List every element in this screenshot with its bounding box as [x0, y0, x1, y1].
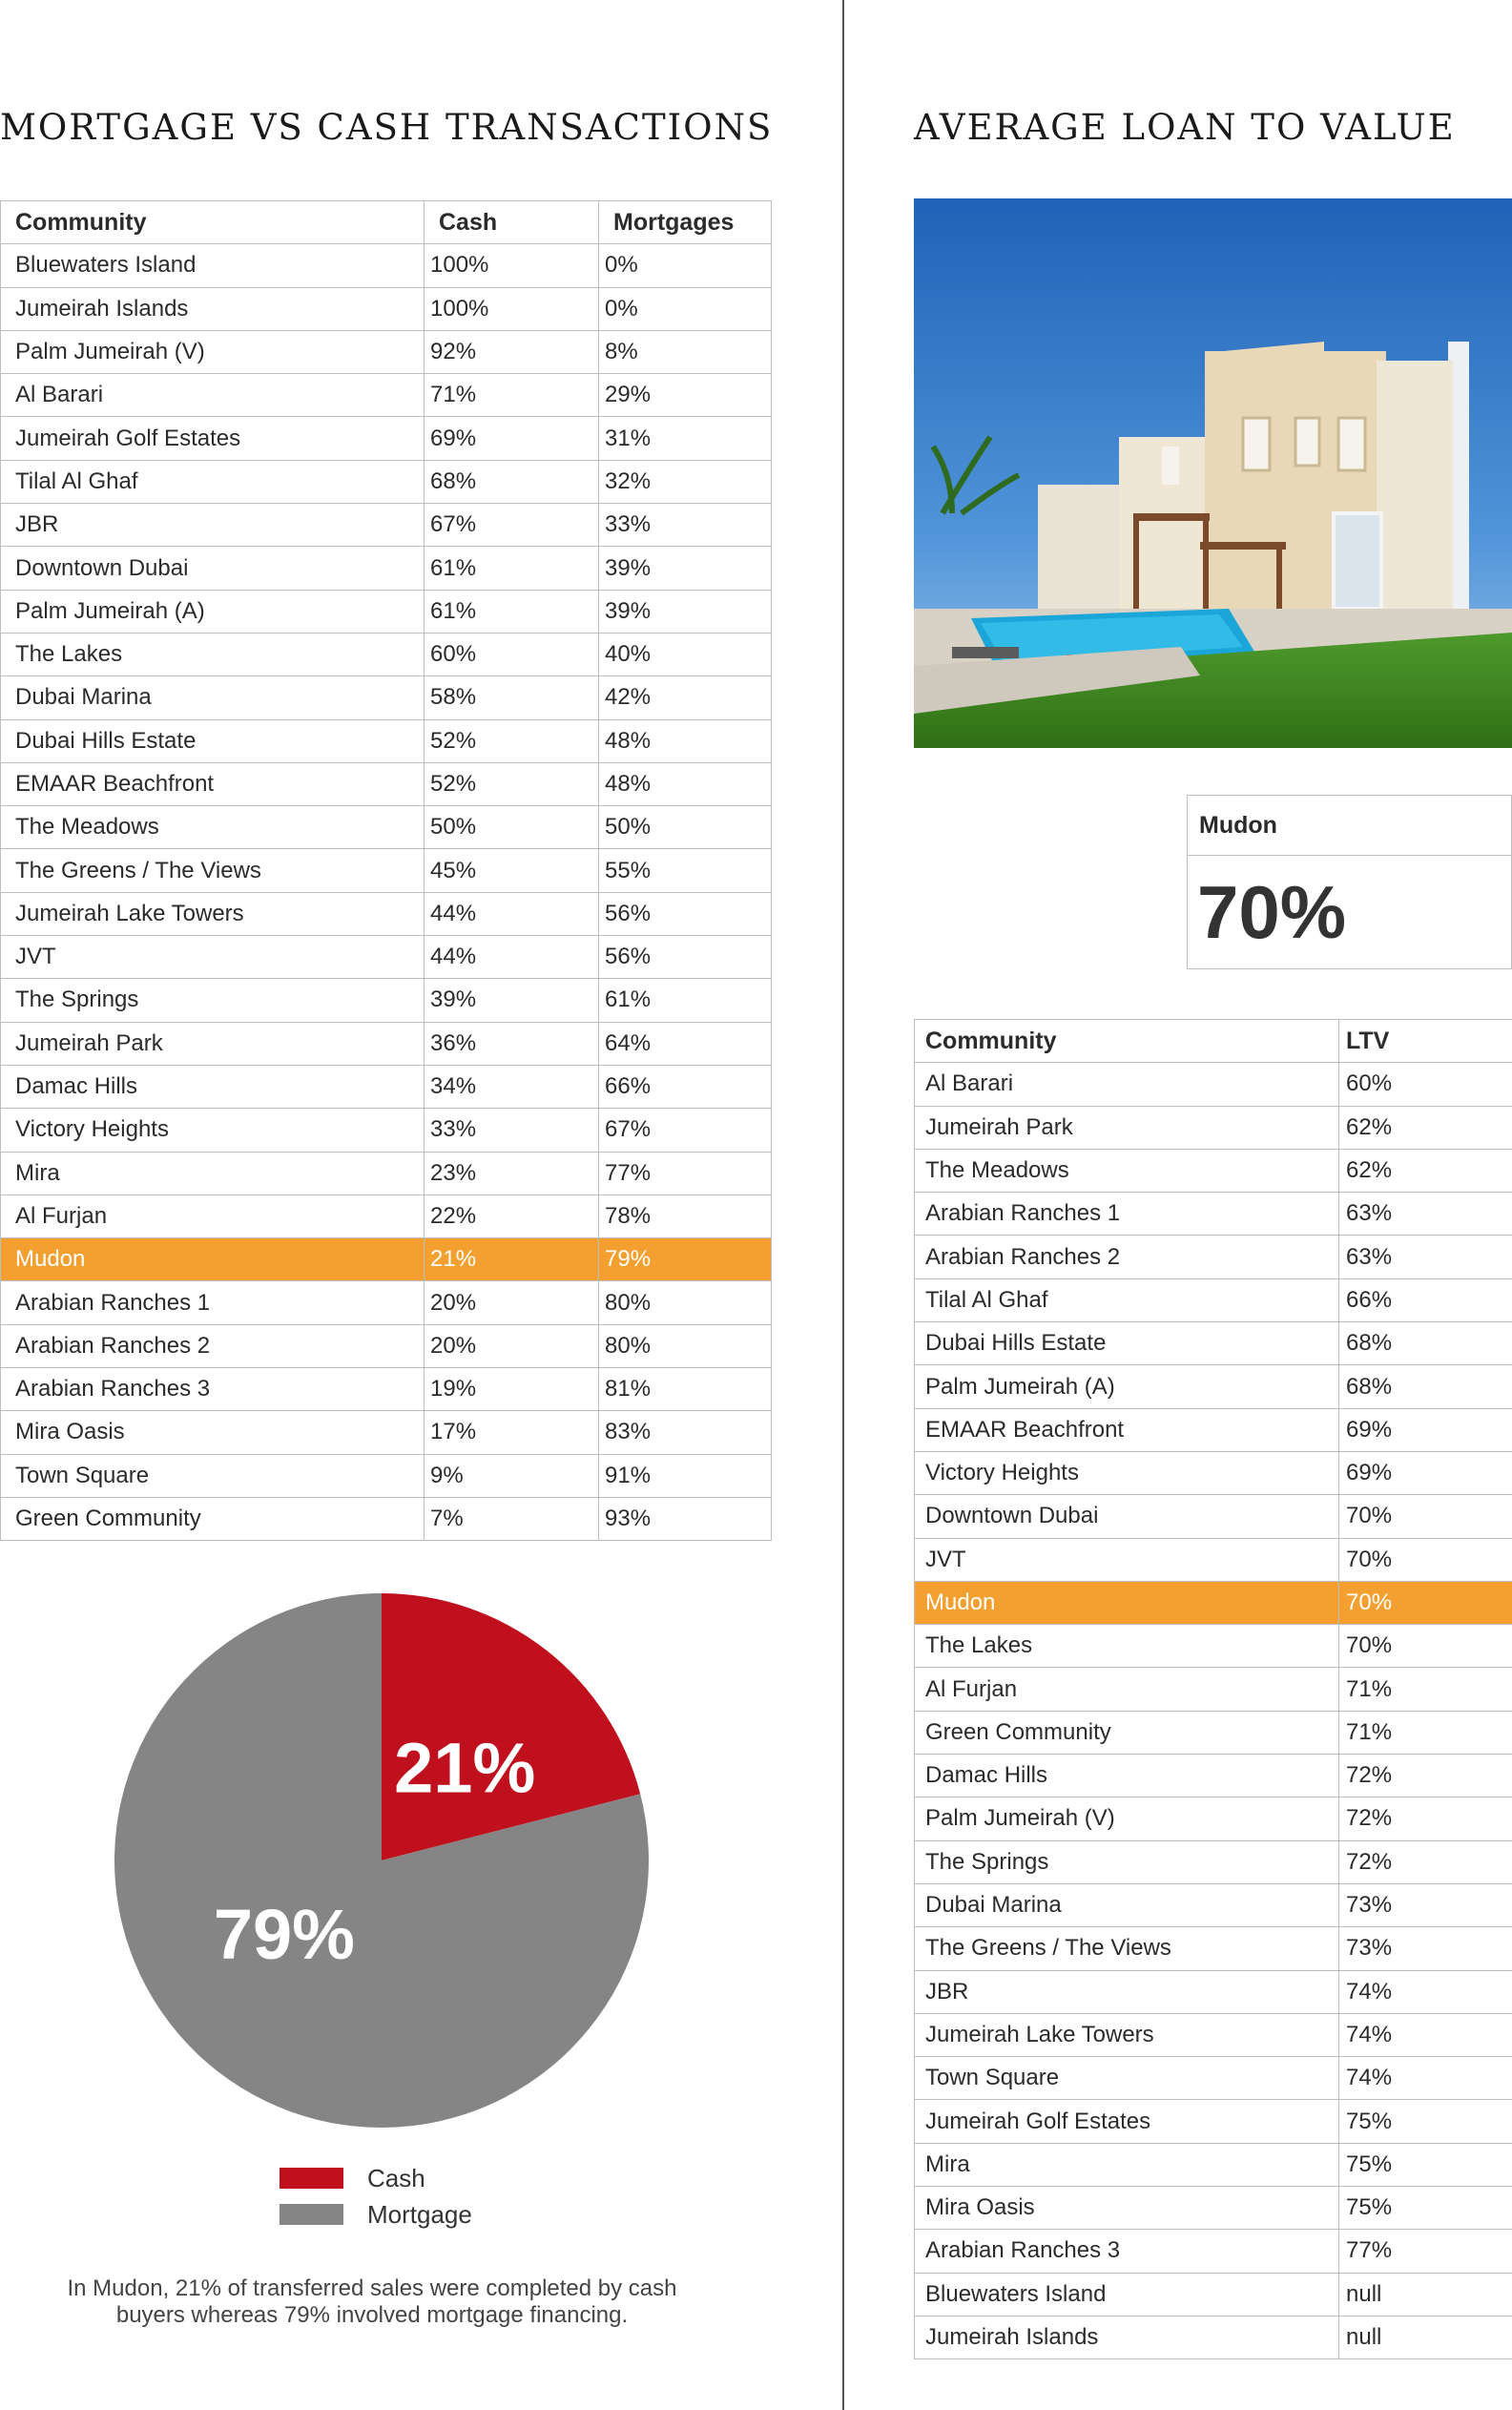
table-row	[915, 1322, 1512, 1365]
column-header-community: Community	[1, 201, 425, 244]
value-cell: 67%	[425, 504, 599, 547]
value-cell: 33%	[425, 1109, 599, 1152]
value-cell: 79%	[599, 1238, 772, 1281]
table-row	[1, 1152, 772, 1195]
community-cell: Dubai Hills Estate	[1, 719, 425, 762]
value-cell: 61%	[599, 979, 772, 1022]
table-row	[915, 2273, 1512, 2316]
table-header-row	[915, 1020, 1512, 1063]
table-header-row	[1, 201, 772, 244]
average-ltv-title: AVERAGE LOAN TO VALUE	[914, 107, 1456, 148]
table-row	[915, 1149, 1512, 1192]
pie-legend	[280, 2160, 472, 2233]
community-cell: Jumeirah Islands	[1, 287, 425, 330]
value-cell: 39%	[425, 979, 599, 1022]
table-row	[1, 460, 772, 503]
community-cell: The Lakes	[1, 633, 425, 675]
community-cell: Al Furjan	[915, 1668, 1339, 1711]
table-row	[1, 1368, 772, 1411]
ltv-table	[914, 1019, 1512, 2359]
value-cell: 44%	[425, 892, 599, 935]
value-cell: 63%	[1339, 1193, 1512, 1236]
table-row	[915, 1711, 1512, 1754]
value-cell: 39%	[599, 590, 772, 633]
value-cell: 70%	[1339, 1625, 1512, 1668]
value-cell: 72%	[1339, 1797, 1512, 1840]
table-row	[1, 936, 772, 979]
community-cell: Palm Jumeirah (A)	[1, 590, 425, 633]
value-cell: 68%	[425, 460, 599, 503]
community-cell: Arabian Ranches 1	[1, 1281, 425, 1324]
community-cell: Green Community	[915, 1711, 1339, 1754]
mortgage-vs-cash-title: MORTGAGE VS CASH TRANSACTIONS	[0, 107, 774, 148]
value-cell: 39%	[599, 547, 772, 590]
table-row	[1, 762, 772, 805]
community-cell: Jumeirah Islands	[915, 2316, 1339, 2358]
value-cell: 71%	[1339, 1668, 1512, 1711]
value-cell: 70%	[1339, 1581, 1512, 1624]
table-row	[1, 330, 772, 373]
cash-mortgage-pie-chart	[114, 1593, 649, 2128]
value-cell: 68%	[1339, 1365, 1512, 1408]
table-row	[915, 1408, 1512, 1451]
table-row	[1, 1195, 772, 1237]
table-row	[915, 2013, 1512, 2056]
value-cell: 19%	[425, 1368, 599, 1411]
table-row	[1, 633, 772, 675]
community-cell: The Meadows	[915, 1149, 1339, 1192]
community-cell: Dubai Marina	[915, 1883, 1339, 1926]
value-cell: 50%	[425, 806, 599, 849]
value-cell: 61%	[425, 590, 599, 633]
community-cell: JVT	[915, 1538, 1339, 1581]
value-cell: 75%	[1339, 2100, 1512, 2143]
community-cell: Mira Oasis	[1, 1411, 425, 1454]
table-row	[915, 2316, 1512, 2358]
community-cell: Green Community	[1, 1497, 425, 1540]
table-row	[915, 1883, 1512, 1926]
pie-label-cash: 21%	[394, 1728, 536, 1808]
table-row	[915, 1755, 1512, 1797]
legend-item-mortgage	[280, 2196, 472, 2233]
community-cell: The Meadows	[1, 806, 425, 849]
value-cell: null	[1339, 2316, 1512, 2358]
table-row	[1, 1238, 772, 1281]
community-cell: Jumeirah Lake Towers	[1, 892, 425, 935]
table-row	[1, 806, 772, 849]
table-row	[1, 719, 772, 762]
table-row	[915, 2057, 1512, 2100]
value-cell: 50%	[599, 806, 772, 849]
value-cell: 70%	[1339, 1538, 1512, 1581]
value-cell: 66%	[1339, 1278, 1512, 1321]
legend-label-cash: Cash	[367, 2163, 425, 2192]
value-cell: 36%	[425, 1022, 599, 1065]
value-cell: 74%	[1339, 2013, 1512, 2056]
community-cell: Palm Jumeirah (A)	[915, 1365, 1339, 1408]
value-cell: 33%	[599, 504, 772, 547]
mudon-ltv-card	[1187, 795, 1512, 969]
table-row	[1, 547, 772, 590]
value-cell: 17%	[425, 1411, 599, 1454]
value-cell: 69%	[425, 417, 599, 460]
value-cell: 32%	[599, 460, 772, 503]
value-cell: 22%	[425, 1195, 599, 1237]
value-cell: 52%	[425, 762, 599, 805]
value-cell: 62%	[1339, 1106, 1512, 1149]
table-row	[1, 676, 772, 719]
community-cell: Arabian Ranches 1	[915, 1193, 1339, 1236]
table-row	[915, 1495, 1512, 1538]
kpi-community-name: Mudon	[1188, 796, 1511, 856]
community-cell: The Springs	[915, 1840, 1339, 1883]
value-cell: 42%	[599, 676, 772, 719]
value-cell: 61%	[425, 547, 599, 590]
value-cell: 23%	[425, 1152, 599, 1195]
value-cell: 80%	[599, 1324, 772, 1367]
table-row	[915, 1538, 1512, 1581]
table-row	[915, 1581, 1512, 1624]
table-row	[1, 287, 772, 330]
community-cell: Arabian Ranches 3	[1, 1368, 425, 1411]
value-cell: 73%	[1339, 1883, 1512, 1926]
community-cell: Al Barari	[915, 1063, 1339, 1106]
table-row	[915, 1278, 1512, 1321]
column-header-community: Community	[915, 1020, 1339, 1063]
community-cell: JBR	[1, 504, 425, 547]
table-row	[915, 1063, 1512, 1106]
legend-swatch-cash	[280, 2168, 343, 2189]
value-cell: 66%	[599, 1065, 772, 1108]
table-row	[915, 1927, 1512, 1970]
value-cell: 29%	[599, 374, 772, 417]
value-cell: 21%	[425, 1238, 599, 1281]
table-row	[915, 1365, 1512, 1408]
table-row	[915, 1193, 1512, 1236]
community-cell: Downtown Dubai	[1, 547, 425, 590]
community-cell: Dubai Marina	[1, 676, 425, 719]
value-cell: 74%	[1339, 2057, 1512, 2100]
value-cell: 78%	[599, 1195, 772, 1237]
value-cell: 75%	[1339, 2143, 1512, 2186]
community-cell: Jumeirah Park	[1, 1022, 425, 1065]
community-cell: Dubai Hills Estate	[915, 1322, 1339, 1365]
value-cell: 58%	[425, 676, 599, 719]
community-cell: Arabian Ranches 3	[915, 2230, 1339, 2273]
value-cell: 56%	[599, 892, 772, 935]
pie-label-mortgage: 79%	[213, 1894, 355, 1974]
cash-vs-mortgage-table	[0, 200, 772, 1541]
community-cell: Town Square	[915, 2057, 1339, 2100]
value-cell: 60%	[1339, 1063, 1512, 1106]
value-cell: 60%	[425, 633, 599, 675]
community-cell: Al Barari	[1, 374, 425, 417]
table-row	[915, 2100, 1512, 2143]
kpi-ltv-value: 70%	[1197, 870, 1347, 954]
value-cell: 48%	[599, 762, 772, 805]
table-row	[915, 2143, 1512, 2186]
value-cell: 93%	[599, 1497, 772, 1540]
value-cell: 80%	[599, 1281, 772, 1324]
value-cell: 92%	[425, 330, 599, 373]
table-row	[1, 504, 772, 547]
table-row	[915, 1970, 1512, 2013]
value-cell: 52%	[425, 719, 599, 762]
table-row	[915, 1840, 1512, 1883]
value-cell: 69%	[1339, 1451, 1512, 1494]
community-cell: Mira	[915, 2143, 1339, 2186]
value-cell: 56%	[599, 936, 772, 979]
value-cell: 69%	[1339, 1408, 1512, 1451]
community-cell: Mudon	[915, 1581, 1339, 1624]
community-cell: Jumeirah Golf Estates	[915, 2100, 1339, 2143]
table-row	[1, 1065, 772, 1108]
value-cell: 100%	[425, 287, 599, 330]
value-cell: 34%	[425, 1065, 599, 1108]
value-cell: 9%	[425, 1454, 599, 1497]
value-cell: 67%	[599, 1109, 772, 1152]
table-row	[1, 417, 772, 460]
value-cell: 73%	[1339, 1927, 1512, 1970]
value-cell: 8%	[599, 330, 772, 373]
legend-swatch-mortgage	[280, 2204, 343, 2225]
community-cell: Palm Jumeirah (V)	[1, 330, 425, 373]
community-cell: Town Square	[1, 1454, 425, 1497]
legend-item-cash	[280, 2160, 472, 2196]
value-cell: null	[1339, 2273, 1512, 2316]
value-cell: 31%	[599, 417, 772, 460]
community-cell: Victory Heights	[915, 1451, 1339, 1494]
community-cell: EMAAR Beachfront	[1, 762, 425, 805]
table-row	[1, 1281, 772, 1324]
table-row	[915, 1797, 1512, 1840]
community-cell: Tilal Al Ghaf	[1, 460, 425, 503]
table-row	[1, 1022, 772, 1065]
value-cell: 70%	[1339, 1495, 1512, 1538]
value-cell: 77%	[599, 1152, 772, 1195]
column-header-cash: Cash	[425, 201, 599, 244]
community-cell: Bluewaters Island	[1, 244, 425, 287]
value-cell: 68%	[1339, 1322, 1512, 1365]
table-row	[1, 1109, 772, 1152]
value-cell: 40%	[599, 633, 772, 675]
value-cell: 55%	[599, 849, 772, 892]
value-cell: 0%	[599, 244, 772, 287]
community-cell: The Lakes	[915, 1625, 1339, 1668]
value-cell: 100%	[425, 244, 599, 287]
value-cell: 74%	[1339, 1970, 1512, 2013]
table-row	[1, 1324, 772, 1367]
table-row	[915, 2230, 1512, 2273]
community-cell: Mira	[1, 1152, 425, 1195]
community-cell: Palm Jumeirah (V)	[915, 1797, 1339, 1840]
table-row	[915, 1236, 1512, 1278]
community-cell: Victory Heights	[1, 1109, 425, 1152]
table-row	[915, 2187, 1512, 2230]
value-cell: 77%	[1339, 2230, 1512, 2273]
table-row	[915, 1451, 1512, 1494]
table-row	[1, 374, 772, 417]
value-cell: 20%	[425, 1281, 599, 1324]
column-header-ltv: LTV	[1339, 1020, 1512, 1063]
table-row	[915, 1625, 1512, 1668]
community-cell: Damac Hills	[1, 1065, 425, 1108]
value-cell: 45%	[425, 849, 599, 892]
table-row	[1, 590, 772, 633]
table-row	[1, 1497, 772, 1540]
community-cell: Al Furjan	[1, 1195, 425, 1237]
value-cell: 71%	[425, 374, 599, 417]
column-header-mortgages: Mortgages	[599, 201, 772, 244]
table-row	[1, 979, 772, 1022]
value-cell: 83%	[599, 1411, 772, 1454]
community-cell: Arabian Ranches 2	[915, 1236, 1339, 1278]
table-row	[1, 892, 772, 935]
column-divider	[842, 0, 844, 2410]
value-cell: 7%	[425, 1497, 599, 1540]
value-cell: 62%	[1339, 1149, 1512, 1192]
community-cell: Tilal Al Ghaf	[915, 1278, 1339, 1321]
community-cell: Damac Hills	[915, 1755, 1339, 1797]
community-cell: JBR	[915, 1970, 1339, 2013]
community-cell: Jumeirah Golf Estates	[1, 417, 425, 460]
community-cell: JVT	[1, 936, 425, 979]
value-cell: 72%	[1339, 1755, 1512, 1797]
value-cell: 63%	[1339, 1236, 1512, 1278]
community-cell: Bluewaters Island	[915, 2273, 1339, 2316]
community-cell: Mudon	[1, 1238, 425, 1281]
table-row	[1, 1454, 772, 1497]
value-cell: 72%	[1339, 1840, 1512, 1883]
legend-label-mortgage: Mortgage	[367, 2199, 472, 2229]
value-cell: 71%	[1339, 1711, 1512, 1754]
community-cell: The Greens / The Views	[915, 1927, 1339, 1970]
value-cell: 64%	[599, 1022, 772, 1065]
value-cell: 20%	[425, 1324, 599, 1367]
value-cell: 75%	[1339, 2187, 1512, 2230]
value-cell: 44%	[425, 936, 599, 979]
community-cell: Arabian Ranches 2	[1, 1324, 425, 1367]
table-row	[915, 1106, 1512, 1149]
villa-pool-photo	[914, 198, 1512, 748]
community-cell: EMAAR Beachfront	[915, 1408, 1339, 1451]
table-row	[1, 244, 772, 287]
community-cell: The Greens / The Views	[1, 849, 425, 892]
community-cell: Mira Oasis	[915, 2187, 1339, 2230]
value-cell: 81%	[599, 1368, 772, 1411]
value-cell: 48%	[599, 719, 772, 762]
community-cell: The Springs	[1, 979, 425, 1022]
pie-caption: In Mudon, 21% of transferred sales were completed by cash buyers whereas 79% involved mortgage financing.	[67, 2275, 677, 2328]
community-cell: Jumeirah Park	[915, 1106, 1339, 1149]
table-row	[1, 849, 772, 892]
value-cell: 0%	[599, 287, 772, 330]
community-cell: Downtown Dubai	[915, 1495, 1339, 1538]
table-row	[915, 1668, 1512, 1711]
community-cell: Jumeirah Lake Towers	[915, 2013, 1339, 2056]
value-cell: 91%	[599, 1454, 772, 1497]
table-row	[1, 1411, 772, 1454]
